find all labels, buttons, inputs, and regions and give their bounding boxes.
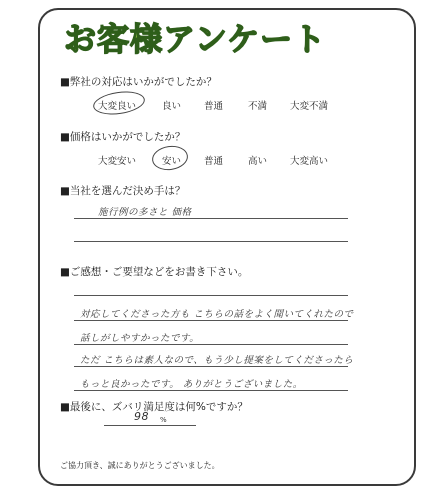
question-satisfaction-label: ■最後に、ズバリ満足度は何%ですか？ [60, 401, 248, 413]
comments-answer-line-3: ただ こちらは素人なので、もう少し提案をしてくださったら [80, 355, 354, 366]
comments-answer-line-1: 対応してくださった方も こちらの話をよく聞いてくれたので [80, 309, 354, 320]
comments-answer-line-4: もっと良かったです。 ありがとうございました。 [80, 379, 303, 390]
comments-line-1 [74, 295, 348, 296]
reason-answer: 施行例の多さと 価格 [98, 207, 192, 218]
question-reason [60, 183, 185, 198]
question-comments-label: ■ご感想・ご要望などをお書き下さい。 [60, 266, 249, 278]
question-service-label: ■弊社の対応はいかがでしたか？ [60, 76, 217, 88]
question-service [60, 74, 217, 89]
service-option-very-good[interactable]: 大変良い [98, 101, 137, 112]
comments-line-2 [74, 320, 348, 321]
service-option-very-unsatisfied[interactable]: 大変不満 [290, 101, 329, 112]
reason-line-2 [74, 241, 348, 242]
comments-answer-line-2: 話しがしやすかったです。 [80, 333, 200, 344]
service-option-good[interactable]: 良い [162, 101, 182, 112]
satisfaction-value: 98 [134, 410, 149, 423]
question-comments [60, 264, 248, 279]
price-option-very-expensive[interactable]: 大変高い [290, 156, 329, 167]
question-satisfaction [60, 399, 248, 414]
service-option-unsatisfied[interactable]: 不満 [248, 101, 268, 112]
question-price [60, 129, 185, 144]
comments-line-4 [74, 366, 348, 367]
reason-line-1 [74, 218, 348, 219]
question-price-label: ■価格はいかがでしたか？ [60, 131, 186, 143]
price-option-cheap[interactable]: 安い [162, 156, 182, 167]
closing-message: ご協力頂き、誠にありがとうございました。 [60, 461, 220, 470]
question-reason-label: ■当社を選んだ決め手は？ [60, 185, 186, 197]
satisfaction-unit: % [160, 416, 168, 424]
price-option-very-cheap[interactable]: 大変安い [98, 156, 137, 167]
price-option-average[interactable]: 普通 [204, 156, 224, 167]
comments-line-3 [74, 344, 348, 345]
comments-line-5 [74, 390, 348, 391]
survey-title: お客様アンケート [64, 20, 327, 58]
price-option-expensive[interactable]: 高い [248, 156, 268, 167]
satisfaction-line [104, 425, 196, 426]
service-option-average[interactable]: 普通 [204, 101, 224, 112]
